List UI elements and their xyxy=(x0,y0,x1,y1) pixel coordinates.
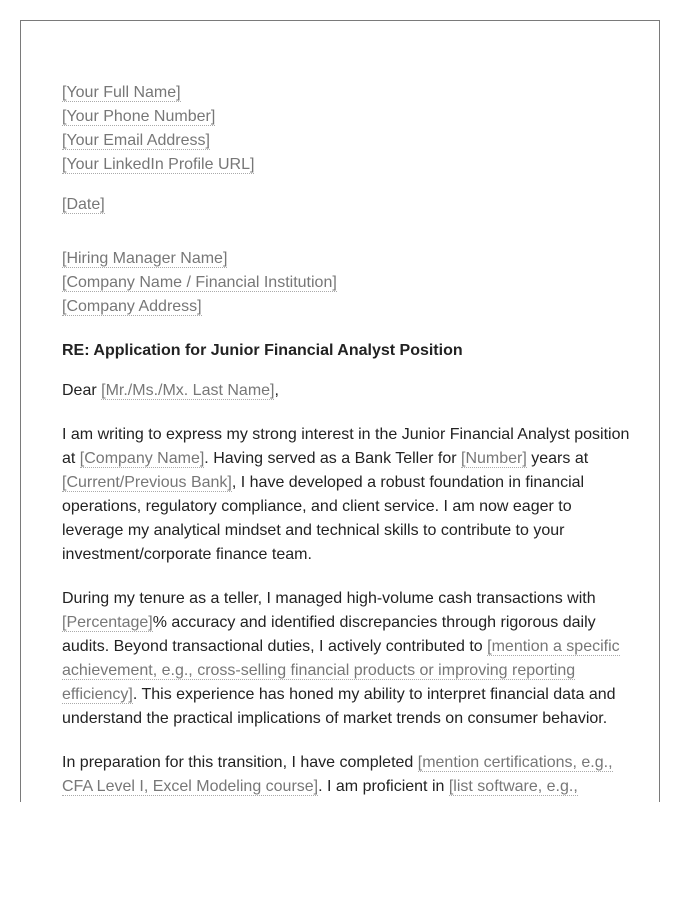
paragraph-preparation-text-2: . I am proficient in xyxy=(318,778,449,795)
sender-phone-placeholder[interactable]: [Your Phone Number] xyxy=(62,108,216,125)
sender-name-placeholder[interactable]: [Your Full Name] xyxy=(62,84,181,101)
subject-line: RE: Application for Junior Financial Analyst Position xyxy=(62,342,463,359)
bank-name-placeholder[interactable]: [Current/Previous Bank] xyxy=(62,474,232,491)
paragraph-intro-text-1: I am writing to express my strong interest in the Junior Financial Analyst position at xyxy=(62,426,630,467)
paragraph-experience xyxy=(62,587,637,731)
salutation-name-placeholder[interactable]: [Mr./Ms./Mx. Last Name] xyxy=(101,382,275,399)
company-name-placeholder[interactable]: [Company Name / Financial Institution] xyxy=(62,274,337,291)
paragraph-preparation xyxy=(62,751,637,799)
date-placeholder[interactable]: [Date] xyxy=(62,196,105,213)
achievement-placeholder[interactable]: [mention a specific achievement, e.g., cross-selling financial products or improving reporting efficiency] xyxy=(62,638,620,703)
letter-content xyxy=(62,81,637,802)
sender-email-placeholder[interactable]: [Your Email Address] xyxy=(62,132,210,149)
paragraph-intro-text-3: years at xyxy=(526,450,589,467)
years-number-placeholder[interactable]: [Number] xyxy=(461,450,527,467)
paragraph-preparation-text-1: In preparation for this transition, I have completed xyxy=(62,754,418,771)
sender-linkedin-placeholder[interactable]: [Your LinkedIn Profile URL] xyxy=(62,156,255,173)
company-name-inline-placeholder[interactable]: [Company Name] xyxy=(79,450,205,467)
paragraph-intro-text-2: . Having served as a Bank Teller for xyxy=(204,450,462,467)
paragraph-experience-text-3: . This experience has honed my ability to interpret financial data and understand the practical implications of market trends on consumer behavior. xyxy=(62,686,616,727)
letter-page xyxy=(20,20,660,802)
date-block xyxy=(62,193,637,217)
certifications-placeholder[interactable]: [mention certifications, e.g., CFA Level I, Excel Modeling course] xyxy=(62,754,613,795)
salutation-prefix: Dear xyxy=(62,382,102,399)
paragraph-intro xyxy=(62,423,637,567)
sender-contact-block xyxy=(62,81,637,177)
paragraph-experience-text-2: % accuracy and identified discrepancies through rigorous daily audits. Beyond transactional duties, I actively contributed to xyxy=(62,614,596,655)
hiring-manager-placeholder[interactable]: [Hiring Manager Name] xyxy=(62,250,228,267)
salutation xyxy=(62,379,637,403)
paragraph-experience-text-1: During my tenure as a teller, I managed high-volume cash transactions with xyxy=(62,590,596,607)
software-placeholder[interactable]: [list software, e.g., xyxy=(448,778,578,795)
recipient-block xyxy=(62,247,637,319)
percentage-placeholder[interactable]: [Percentage] xyxy=(62,614,153,631)
salutation-suffix: , xyxy=(274,382,279,399)
company-address-placeholder[interactable]: [Company Address] xyxy=(62,298,202,315)
paragraph-intro-text-4: , I have developed a robust foundation in financial operations, regulatory compliance, and client service. I am now eager to leverage my analytical mindset and technical skills to contribute to your investment/corporate finance team. xyxy=(62,474,585,563)
